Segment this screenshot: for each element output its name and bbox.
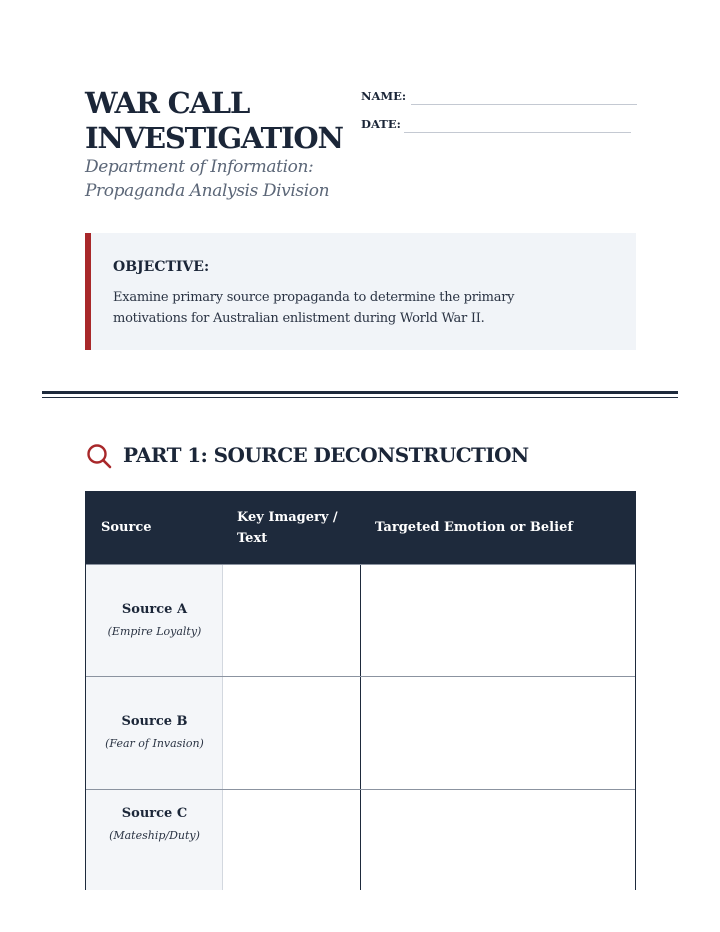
- page-title: [85, 86, 345, 156]
- page-title-line1: WAR CALL: [85, 86, 250, 120]
- source-cell: [86, 565, 223, 677]
- imagery-cell[interactable]: [223, 790, 361, 890]
- table-row: [86, 789, 635, 890]
- page-subtitle: [85, 155, 365, 203]
- column-header-emotion: Targeted Emotion or Belief: [375, 520, 573, 535]
- date-label: DATE:: [361, 117, 401, 131]
- source-name: Source C: [121, 806, 188, 821]
- emotion-cell[interactable]: [361, 790, 635, 890]
- subtitle-line2: Propaganda Analysis Division: [85, 181, 330, 201]
- objective-box: [85, 233, 636, 350]
- objective-heading: OBJECTIVE:: [113, 259, 210, 275]
- part1-heading: PART 1: SOURCE DECONSTRUCTION: [123, 443, 529, 467]
- emotion-cell[interactable]: [361, 677, 635, 790]
- date-field[interactable]: [361, 115, 637, 135]
- column-header-source: Source: [101, 520, 152, 535]
- name-line[interactable]: [411, 104, 637, 105]
- objective-text: Examine primary source propaganda to determine the primary motivations for Australian enlistment during World War II.: [113, 290, 515, 326]
- imagery-cell[interactable]: [223, 677, 361, 790]
- source-name: Source B: [121, 714, 188, 729]
- table-header: [86, 491, 635, 564]
- imagery-cell[interactable]: [223, 565, 361, 677]
- section-divider-thin: [42, 397, 678, 398]
- source-name: Source A: [121, 602, 188, 617]
- name-field[interactable]: [361, 87, 637, 107]
- source-note: (Fear of Invasion): [105, 737, 204, 750]
- table-row: [86, 676, 635, 790]
- magnifier-icon: [86, 443, 112, 469]
- column-header-imagery: Key Imagery / Text: [237, 510, 338, 546]
- source-table: [85, 491, 636, 890]
- source-cell: [86, 790, 223, 890]
- subtitle-line1: Department of Information:: [85, 157, 314, 177]
- source-note: (Empire Loyalty): [107, 625, 202, 638]
- table-row: [86, 564, 635, 677]
- date-line[interactable]: [404, 132, 631, 133]
- page-title-line2: INVESTIGATION: [85, 121, 343, 155]
- section-divider: [42, 391, 678, 394]
- emotion-cell[interactable]: [361, 565, 635, 677]
- source-note: (Mateship/Duty): [109, 829, 200, 842]
- source-cell: [86, 677, 223, 790]
- name-label: NAME:: [361, 89, 407, 103]
